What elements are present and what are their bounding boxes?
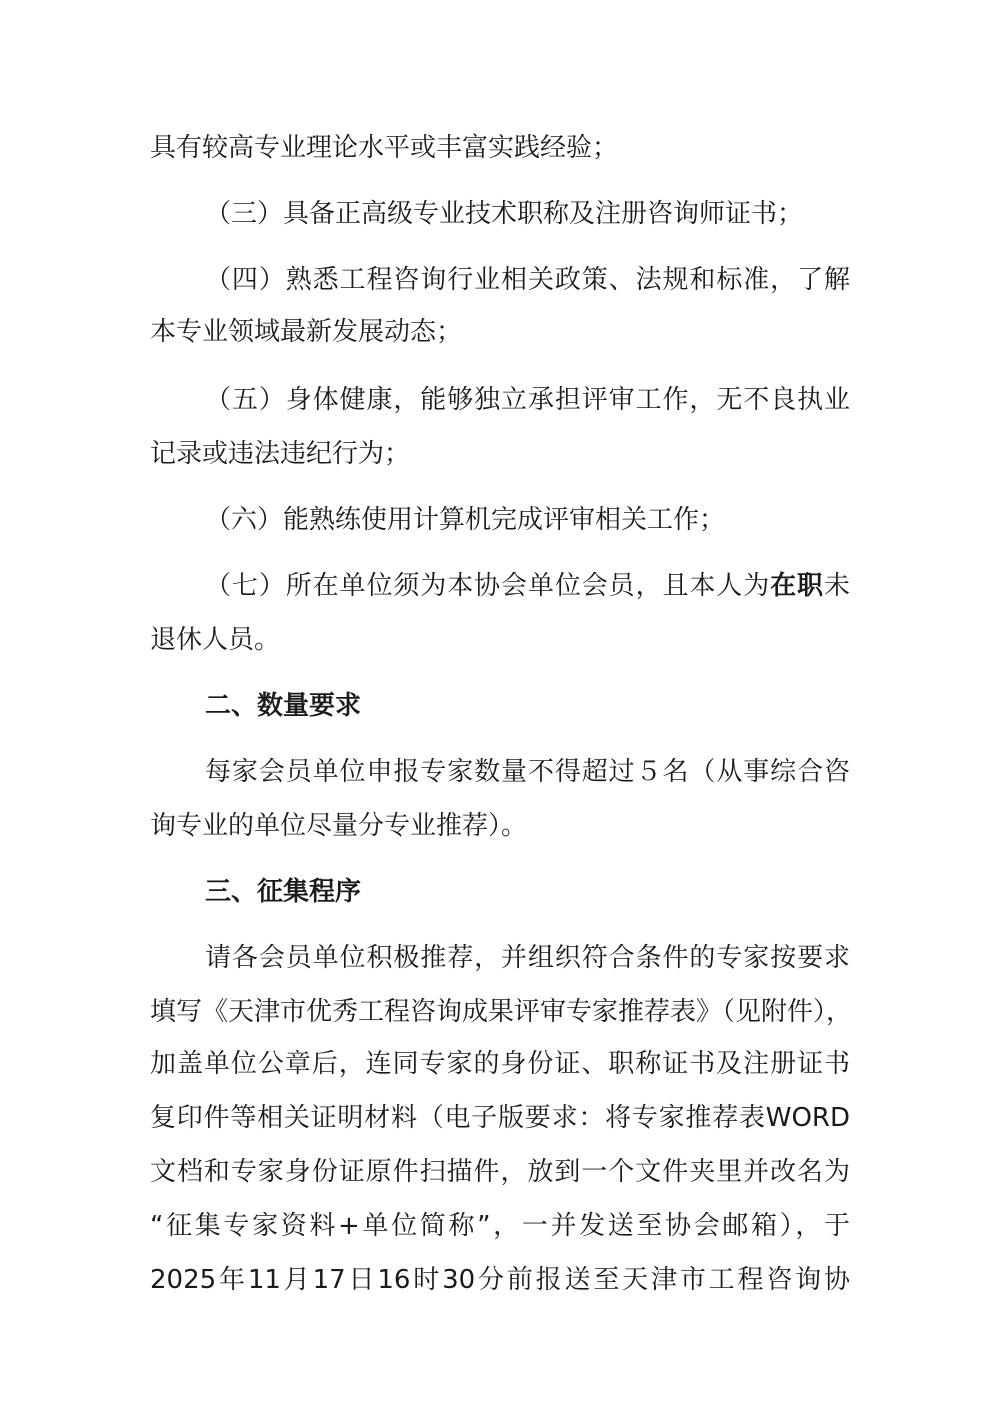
text-line: “征集专家资料+单位简称”，一并发送至协会邮箱），于 <box>150 1211 850 1241</box>
text-line: 询专业的单位尽量分专业推荐）。 <box>150 811 528 841</box>
text-line: 本专业领域最新发展动态； <box>150 317 463 347</box>
text-line: 复印件等相关证明材料（电子版要求：将专家推荐表WORD <box>150 1103 850 1133</box>
text-line <box>205 566 850 606</box>
text-line: （三）具备正高级专业技术职称及注册咨询师证书； <box>205 199 804 229</box>
text-line: 记录或违法违纪行为； <box>150 439 411 469</box>
text-line: 加盖单位公章后，连同专家的身份证、职称证书及注册证书 <box>150 1049 850 1079</box>
section-heading: 三、征集程序 <box>205 877 362 907</box>
text-line: （四）熟悉工程咨询行业相关政策、法规和标准，了解 <box>205 265 850 295</box>
text-line: （六）能熟练使用计算机完成评审相关工作； <box>205 505 726 535</box>
text-line: 每家会员单位申报专家数量不得超过５名（从事综合咨 <box>205 757 850 787</box>
text-line: 请各会员单位积极推荐，并组织符合条件的专家按要求 <box>205 943 850 973</box>
text-line: 2025年11月17日16时30分前报送至天津市工程咨询协 <box>150 1265 850 1295</box>
section-heading: 二、数量要求 <box>205 691 362 721</box>
text-line: 具有较高专业理论水平或丰富实践经验； <box>150 133 619 163</box>
text-run: 未 <box>823 571 850 601</box>
text-line: 文档和专家身份证原件扫描件，放到一个文件夹里并改名为 <box>150 1157 850 1187</box>
text-run: （七）所在单位须为本协会单位会员，且本人为 <box>205 571 771 601</box>
text-line: （五）身体健康，能够独立承担评审工作，无不良执业 <box>205 385 850 415</box>
text-line: 填写《天津市优秀工程咨询成果评审专家推荐表》（见附件）， <box>150 997 853 1027</box>
bold-text-run: 在职 <box>770 571 824 601</box>
text-line: 退休人员。 <box>150 625 281 655</box>
